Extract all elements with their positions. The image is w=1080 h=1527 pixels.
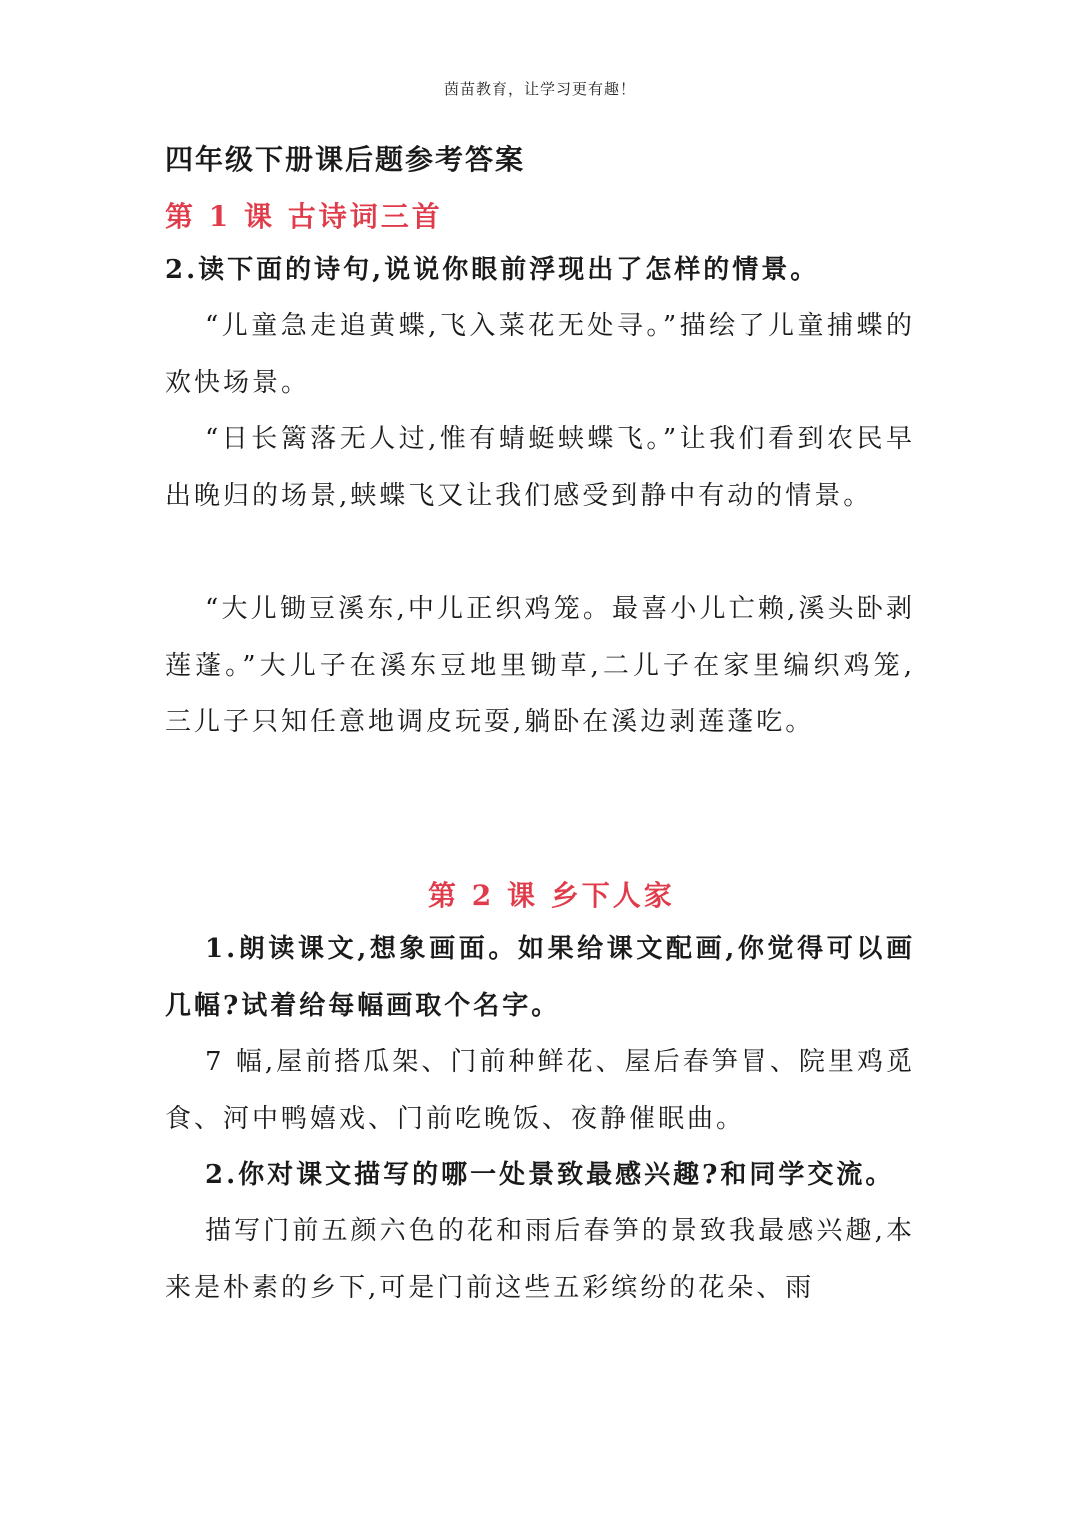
lesson-1-answer-3: “大儿锄豆溪东,中儿正织鸡笼。最喜小儿亡赖,溪头卧剥莲蓬。”大儿子在溪东豆地里锄草,二儿子在家里编织鸡笼,三儿子只知任意地调皮玩耍,躺卧在溪边剥莲蓬吃。 [165,594,915,737]
lesson-1-question: 2.读下面的诗句,说说你眼前浮现出了怎样的情景。 [165,255,820,285]
document-title: 四年级下册课后题参考答案 [165,143,526,176]
lesson-1-title: 第 1 课 古诗词三首 [165,200,443,233]
lesson-1-answer-1: “儿童急走追黄蝶,飞入菜花无处寻。”描绘了儿童捕蝶的欢快场景。 [165,311,915,398]
lesson-2-answer-2: 描写门前五颜六色的花和雨后春笋的景致我最感兴趣,本来是朴素的乡下,可是门前这些五彩缤纷的花朵、雨 [165,1216,915,1303]
lesson-2-answer-1: 7 幅,屋前搭瓜架、门前种鲜花、屋后春笋冒、院里鸡觅食、河中鸭嬉戏、门前吃晚饭、夜静催眠曲。 [165,1047,915,1134]
lesson-2-title: 第 2 课 乡下人家 [428,879,675,912]
lesson-1-answer-2: “日长篱落无人过,惟有蜻蜓蛱蝶飞。”让我们看到农民早出晚归的场景,蛱蝶飞又让我们感受到静中有动的情景。 [165,424,915,511]
page-header: 茵苗教育，让学习更有趣！ [443,80,636,98]
lesson-2-question-2: 2.你对课文描写的哪一处景致最感兴趣?和同学交流。 [205,1160,895,1190]
lesson-2-question-1: 1.朗读课文,想象画面。如果给课文配画,你觉得可以画几幅?试着给每幅画取个名字。 [165,934,915,1021]
